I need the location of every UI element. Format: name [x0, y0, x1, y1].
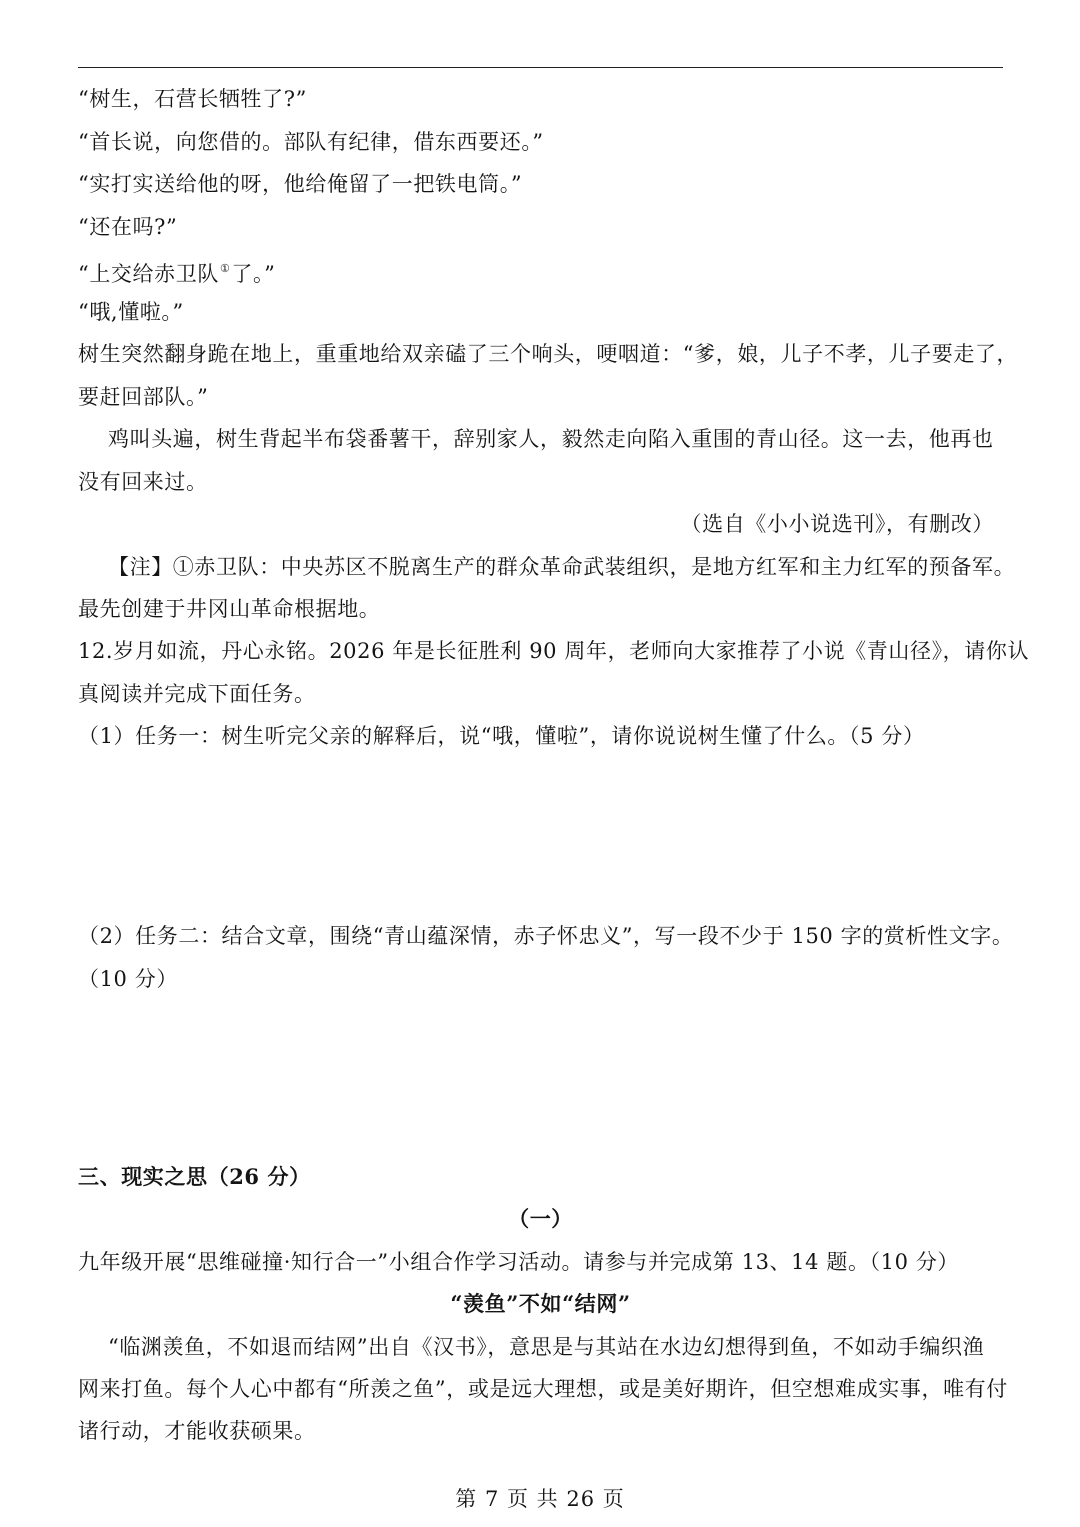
task-1: （1）任务一：树生听完父亲的解释后，说“哦，懂啦”，请你说说树生懂了什么。（5 分） [78, 724, 925, 748]
question-12-line-2: 真阅读并完成下面任务。 [78, 682, 316, 706]
paragraph1-line-2: 要赶回部队。” [78, 385, 209, 409]
question-12-line-1: 12.岁月如流，丹心永铭。2026 年是长征胜利 90 周年，老师向大家推荐了小说《青山径》，请你认 [78, 639, 1030, 663]
essay-title: “羡鱼”不如“结网” [450, 1291, 631, 1316]
dialogue-line-6: “哦,懂啦。” [78, 300, 184, 324]
section-3-heading: 三、现实之思（26 分） [78, 1164, 311, 1189]
footnote-line-2: 最先创建于井冈山革命根据地。 [78, 597, 381, 621]
task-2-line-2: （10 分） [78, 967, 178, 991]
paragraph2-line-1: 鸡叫头遍，树生背起半布袋番薯干，辞别家人，毅然走向陷入重围的青山径。这一去，他再也 [108, 427, 994, 451]
essay-line-3: 诸行动，才能收获硕果。 [78, 1419, 316, 1443]
paragraph2-line-2: 没有回来过。 [78, 470, 208, 494]
dialogue-line-2: “首长说，向您借的。部队有纪律，借东西要还。” [78, 130, 544, 154]
subsection-heading: （一） [508, 1206, 573, 1231]
header-rule [78, 67, 1003, 68]
dialogue-line-3: “实打实送给他的呀，他给俺留了一把铁电筒。” [78, 172, 523, 196]
page-footer: 第 7 页 共 26 页 [455, 1487, 625, 1511]
task-2-line-1: （2）任务二：结合文章，围绕“青山蕴深情，赤子怀忠义”，写一段不少于 150 字的赏析性文字。 [78, 924, 1014, 948]
footnote-marker: ① [219, 262, 231, 275]
dialogue-line-5 [78, 254, 1003, 289]
dialogue-line-1: “树生，石营长牺牲了?” [78, 87, 307, 111]
dialogue-line-5-text: “上交给赤卫队 [78, 262, 219, 286]
paragraph1-line-1: 树生突然翻身跪在地上，重重地给双亲磕了三个响头，哽咽道：“爹，娘，儿子不孝，儿子要走了， [78, 342, 1019, 366]
essay-line-2: 网来打鱼。每个人心中都有“所羡之鱼”，或是远大理想，或是美好期许，但空想难成实事，唯有付 [78, 1377, 1008, 1401]
activity-intro: 九年级开展“思维碰撞·知行合一”小组合作学习活动。请参与并完成第 13、14 题。（10 分） [78, 1250, 960, 1274]
footnote-line-1: 【注】①赤卫队：中央苏区不脱离生产的群众革命武装组织，是地方红军和主力红军的预备军。 [108, 555, 1016, 579]
source-citation: （选自《小小说选刊》，有删改） [680, 512, 994, 536]
dialogue-line-5-tail: 了。” [231, 262, 276, 286]
essay-line-1: “临渊羡鱼，不如退而结网”出自《汉书》，意思是与其站在水边幻想得到鱼，不如动手编织渔 [108, 1335, 985, 1359]
dialogue-line-4: “还在吗?” [78, 215, 178, 239]
